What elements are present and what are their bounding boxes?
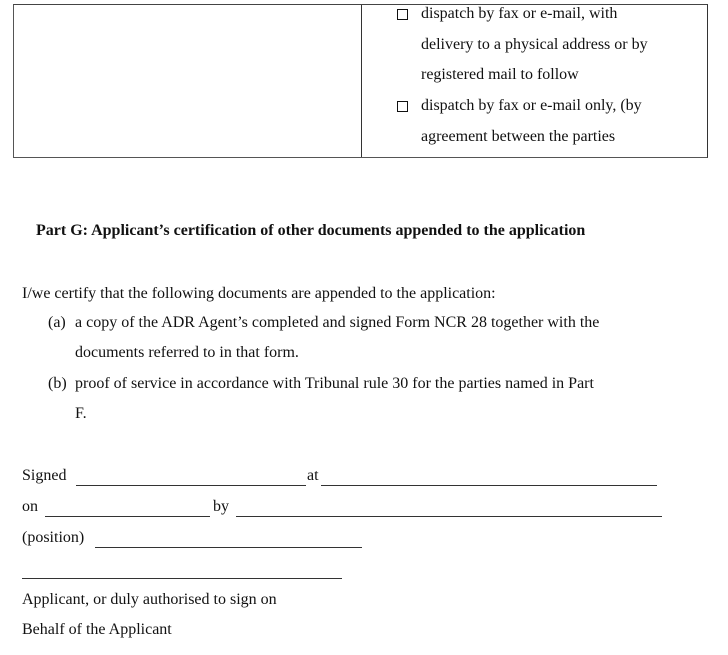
item-a-line-2: documents referred to in that form. <box>75 344 299 361</box>
item-b-label: (b) <box>48 375 67 392</box>
on-field[interactable] <box>45 516 210 517</box>
option-2-line-1: dispatch by fax or e-mail only, (by <box>421 97 642 114</box>
option-1-line-1: dispatch by fax or e-mail, with <box>421 5 618 22</box>
signed-label: Signed <box>22 467 67 484</box>
option-1-line-2: delivery to a physical address or by <box>421 36 648 53</box>
on-label: on <box>22 498 38 515</box>
signature-caption-line-2: Behalf of the Applicant <box>22 621 172 638</box>
certification-intro: I/we certify that the following documents are appended to the application: <box>22 285 496 302</box>
table-column-divider <box>361 5 362 157</box>
checkbox-fax-email-only[interactable] <box>397 101 408 112</box>
option-1-line-3: registered mail to follow <box>421 66 579 83</box>
signed-field[interactable] <box>76 485 306 486</box>
item-b-line-1: proof of service in accordance with Tribunal rule 30 for the parties named in Part <box>75 375 594 392</box>
signature-line[interactable] <box>22 578 342 579</box>
position-label: (position) <box>22 529 85 546</box>
by-label: by <box>213 498 229 515</box>
at-label: at <box>307 467 319 484</box>
signature-caption-line-1: Applicant, or duly authorised to sign on <box>22 591 277 608</box>
position-field[interactable] <box>95 547 362 548</box>
part-g-heading: Part G: Applicant’s certification of other documents appended to the application <box>36 222 586 239</box>
checkbox-fax-email-with-delivery[interactable] <box>397 9 408 20</box>
item-b-line-2: F. <box>75 405 87 422</box>
by-field[interactable] <box>236 516 662 517</box>
at-field[interactable] <box>321 485 657 486</box>
item-a-label: (a) <box>48 314 66 331</box>
item-a-line-1: a copy of the ADR Agent’s completed and signed Form NCR 28 together with the <box>75 314 600 331</box>
option-2-line-2: agreement between the parties <box>421 128 616 145</box>
